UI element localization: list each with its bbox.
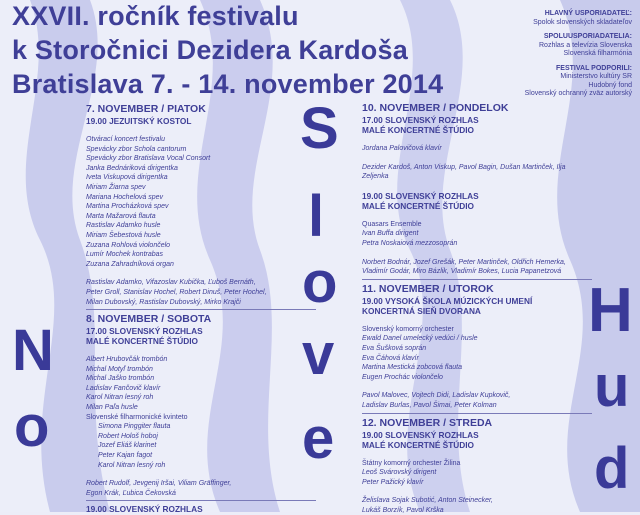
- day-heading-8-nov: 8. NOVEMBER / SOBOTA: [86, 313, 212, 326]
- performer-line: Otvárací koncert festivalu: [86, 136, 165, 143]
- venue-10-nov: 17.00 SLOVENSKÝ ROZHLAS: [362, 115, 479, 125]
- performer-line: Milan Paľa husle: [86, 404, 138, 412]
- divider: [362, 279, 592, 280]
- composers-line: Peter Groll, Stanislav Hochel, Robert Dinuš, Peter Hochel,: [86, 288, 267, 296]
- supporter-2: Hudobný fond: [588, 81, 632, 89]
- performer-line: Martina Mestická zobcová flauta: [362, 364, 462, 372]
- performer-line: Ivan Buffa dirigent: [362, 230, 419, 238]
- divider: [362, 413, 592, 414]
- performer-line: Peter Kajan fagot: [98, 452, 153, 460]
- composers-line: Pavol Malovec, Vojtech Didi, Ladislav Kupkovič,: [362, 392, 511, 400]
- supporter-3: Slovenský ochranný zväz autorský: [524, 90, 632, 97]
- decor-letter-h: H: [588, 276, 633, 345]
- performer-line: Lumír Mochek kontrabas: [86, 251, 164, 259]
- main-organizer-label: HLAVNÝ USPORIADATEĽ:: [544, 10, 632, 17]
- performer-line: Robert Hološ hoboj: [98, 432, 158, 440]
- performer-line: Petra Noskaiová mezzosoprán: [362, 239, 458, 247]
- decor-letter-o-left: o: [14, 394, 50, 459]
- venue-12-nov: 19.00 SLOVENSKÝ ROZHLAS: [362, 429, 479, 440]
- venue-10-nov-hall: MALÉ KONCERTNÉ ŠTÚDIO: [362, 125, 475, 135]
- header-line-2: k Storočnici Dezidera Kardoša: [12, 35, 408, 65]
- venue-7-nov: 19.00 JEZUITSKÝ KOSTOL: [86, 116, 192, 126]
- composers-line: Ladislav Burlas, Pavol Šimai, Peter Kolman: [362, 401, 497, 409]
- co-organizer-1: Rozhlas a televízia Slovenska: [539, 41, 632, 49]
- composers-line: Milan Dubovský, Rastislav Dubovský, Mirko Krajči: [86, 298, 241, 306]
- performer-line: Mariana Hochelová spev: [86, 193, 164, 201]
- day-heading-11-nov: 11. NOVEMBER / UTOROK: [362, 282, 494, 295]
- performer-line: Peter Pažický klavír: [362, 478, 424, 486]
- performer-line: Leoš Svárovský dirigent: [362, 469, 437, 477]
- day-heading-12-nov: 12. NOVEMBER / STREDA: [362, 416, 493, 429]
- performer-line: Eva Šušková soprán: [362, 344, 427, 352]
- performer-line: Rastislav Adamko husle: [86, 222, 161, 230]
- composers-line: Egon Krák, Ľubica Čekovská: [86, 489, 176, 497]
- decor-letter-e: e: [302, 406, 335, 471]
- composers-line: Rastislav Adamko, Vifazoslav Kubička, Ľuboš Bernáth,: [86, 279, 256, 287]
- venue-11-nov: 19.00 VYSOKÁ ŠKOLA MÚZICKÝCH UMENÍ: [362, 295, 533, 306]
- performer-line: Eugen Prochác violončelo: [362, 373, 443, 381]
- performer-line: Iveta Viskupová dirigentka: [86, 174, 168, 182]
- supporters-label: FESTIVAL PODPORILI:: [556, 64, 632, 72]
- performer-line: Ladislav Fančovič klavír: [86, 384, 161, 392]
- decor-letter-n: N: [12, 318, 54, 383]
- performer-line: Jordana Palovičová klavír: [362, 145, 442, 152]
- performer-line: Martina Procházková spev: [86, 203, 169, 211]
- performer-line: Spevácky zbor Bratislava Vocal Consort: [86, 155, 211, 163]
- organizers-block: [462, 10, 632, 99]
- composers-line: Želislava Sojak Subotić, Anton Steinecker,: [362, 497, 493, 505]
- composers-line: Lukáš Borzík, Pavol Krška: [362, 506, 444, 514]
- main-organizer: Spolok slovenských skladateľov: [533, 18, 632, 26]
- performer-line: Karol Nitran lesný roh: [98, 461, 166, 469]
- performer-line: Miriam Šebestová husle: [86, 231, 161, 239]
- decor-letter-v: v: [302, 322, 335, 387]
- decor-letter-o-mid: o: [302, 250, 338, 315]
- venue-11-nov-hall: KONCERTNÁ SIEŇ DVORANA: [362, 305, 481, 316]
- venue-10-nov-evening: 19.00 SLOVENSKÝ ROZHLAS: [362, 190, 479, 201]
- performer-line: Janka Bednáriková dirigentka: [86, 164, 178, 172]
- decor-letter-d: d: [594, 436, 630, 501]
- festival-header: [12, 0, 443, 102]
- performer-line: Albert Hrubovčák trombón: [86, 356, 168, 364]
- ensemble-line: Štátny komorný orchester Žilina: [362, 459, 461, 467]
- venue-12-nov-hall: MALÉ KONCERTNÉ ŠTÚDIO: [362, 439, 475, 450]
- venue-next: 19.00 SLOVENSKÝ ROZHLAS: [86, 504, 203, 515]
- performer-line: Simona Pinggiter flauta: [98, 423, 171, 431]
- performer-line: Eva Čáhová klavír: [362, 354, 419, 362]
- program-left-column: [86, 103, 301, 514]
- day-heading-10-nov: 10. NOVEMBER / PONDELOK: [362, 102, 509, 114]
- decor-letter-u: u: [594, 354, 630, 419]
- performer-line: Jozef Eliáš klarinet: [98, 442, 157, 450]
- decor-letter-l: l: [308, 184, 325, 249]
- performer-line: Michal Jaško trombón: [86, 375, 155, 383]
- divider: [86, 309, 316, 310]
- performer-line: Ewald Danel umelecký vedúci / husle: [362, 335, 478, 343]
- performer-line: Karol Nitran lesný roh: [86, 394, 154, 402]
- venue-8-nov-hall: MALÉ KONCERTNÉ ŠTÚDIO: [86, 336, 199, 347]
- co-organizers-label: SPOLUUSPORIADATELIA:: [543, 33, 632, 40]
- performer-line: Marta Mažarová flauta: [86, 212, 156, 220]
- composers-line: Norbert Bodnár, Jozef Grešák, Peter Martinček, Oldřich Hemerka,: [362, 258, 566, 266]
- venue-8-nov: 17.00 SLOVENSKÝ ROZHLAS: [86, 326, 203, 337]
- composers-line: Vladimír Godár, Miro Bázlik, Vladimír Bokes, Lucia Papanetzová: [362, 268, 562, 276]
- supporter-1: Ministerstvo kultúry SR: [560, 73, 632, 80]
- performer-line: Michal Motyľ trombón: [86, 365, 153, 373]
- day-heading-7-nov: 7. NOVEMBER / PIATOK: [86, 103, 206, 115]
- divider: [86, 500, 316, 501]
- performer-line: Zuzana Rohlová violončelo: [86, 241, 171, 249]
- performer-line: Miriam Žiarna spev: [86, 183, 146, 191]
- composers-line: Robert Rudolf, Jevgenij Iršai, Viliam Gräffinger,: [86, 480, 232, 488]
- header-line-1: XXVII. ročník festivalu: [12, 1, 299, 31]
- program-right-column: [362, 102, 592, 515]
- ensemble-line: Slovenské filharmonické kvinteto: [86, 413, 188, 421]
- header-line-3: Bratislava 7. - 14. november 2014: [12, 69, 444, 99]
- co-organizer-2: Slovenská filharmónia: [563, 50, 632, 57]
- ensemble-line: Quasars Ensemble: [362, 220, 422, 228]
- ensemble-line: Slovenský komorný orchester: [362, 325, 454, 333]
- performer-line: Spevácky zbor Schola cantorum: [86, 145, 187, 153]
- decor-letter-s: S: [300, 96, 339, 161]
- performer-line: Zuzana Zahradníková organ: [86, 260, 174, 268]
- composers-line: Dezider Kardoš, Anton Viskup, Pavol Bagin, Dušan Martinček, Ilja Zeljenka: [362, 163, 566, 181]
- venue-10-nov-evening-hall: MALÉ KONCERTNÉ ŠTÚDIO: [362, 200, 475, 211]
